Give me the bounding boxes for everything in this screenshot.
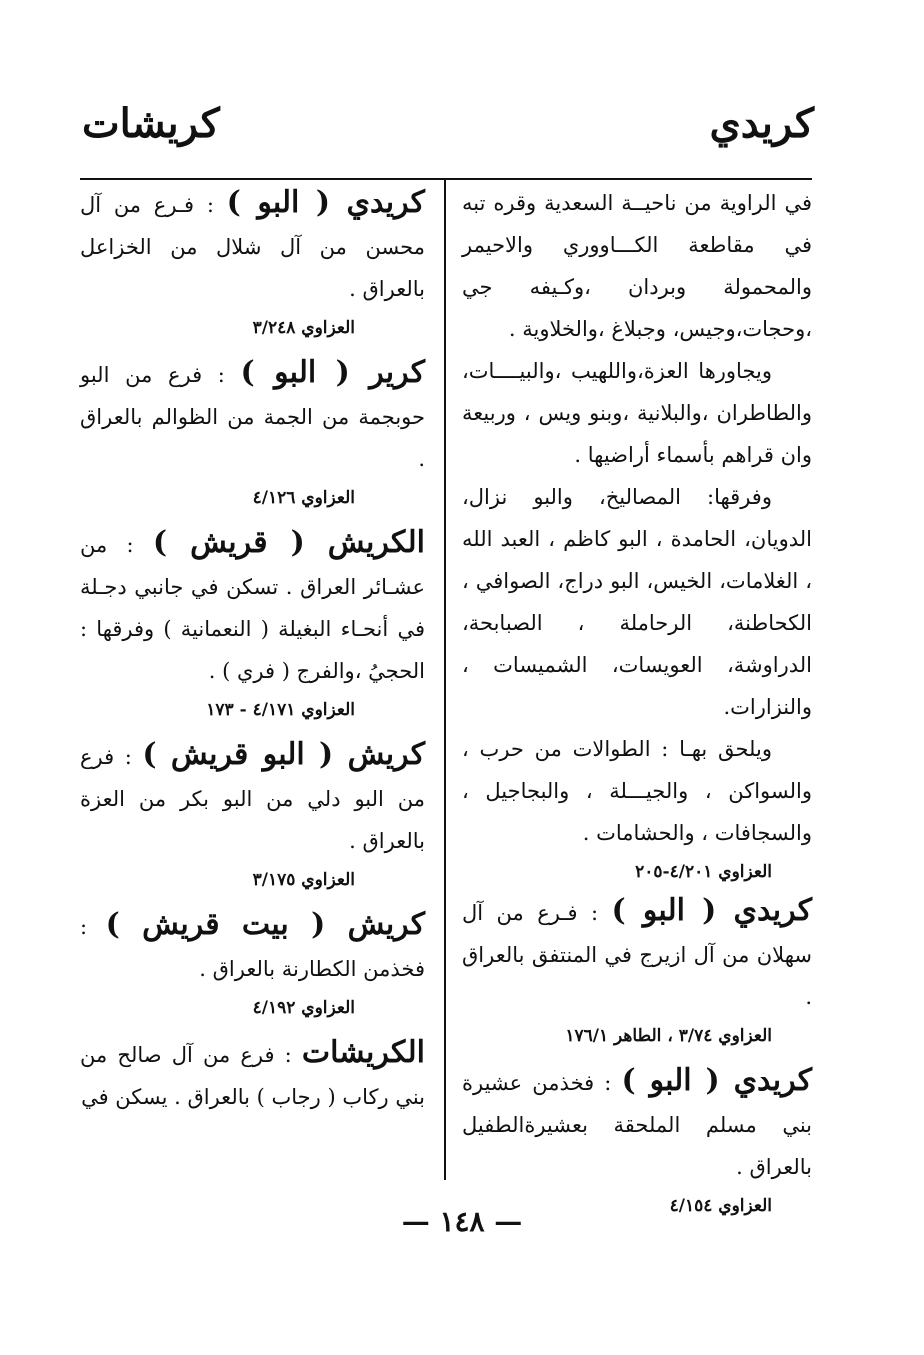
entry (80, 1032, 425, 1118)
entry-headword: كريدي ( البو ) (621, 1063, 812, 1098)
reference: العزاوي ٤/٢٠١-٢٠٥ (635, 862, 772, 882)
entry (80, 182, 425, 346)
entry (462, 890, 812, 1054)
running-head-right: كريدي (709, 100, 814, 147)
reference: العزاوي ٣/٢٤٨ (252, 318, 355, 338)
paragraph: ويجاورها العزة،واللهيب ،والبيــــات، والطاطران ،والبلانية ،وبنو ويس ، وربيعة وان قراهم بأسماء أراضيها . (462, 359, 812, 467)
header-rule (80, 178, 812, 180)
entry (80, 522, 425, 728)
entry (80, 352, 425, 516)
entry (80, 734, 425, 898)
entry-headword: كريش ( البو قريش ) (142, 737, 425, 772)
right-column (462, 182, 812, 1230)
reference: العزاوي ٤/١٢٦ (252, 488, 355, 508)
left-column (80, 182, 425, 1124)
column-divider (444, 180, 446, 1180)
entry-text: : فرع من البو حوبجمة من الجمة من الظوالم بالعراق . (80, 363, 425, 471)
reference: العزاوي ٤/١٥٤ (669, 1196, 772, 1216)
entry-text: : فـرع من آل سهلان من آل ازيرج في المنتفق بالعراق . (462, 901, 812, 1009)
paragraph: ويلحق بهـا : الطوالات من حرب ، والسواكن ، والجيـــلة ، والبجاجيل ، والسجافات ، والحشامات . (462, 737, 812, 845)
entry-headword: الكريشات (301, 1035, 425, 1070)
paragraph: وفرقها: المصاليخ، والبو نزال، الدويان، الحامدة ، البو كاظم ، العبد الله ، الغلامات، الخيس، البو دراج، الصوافي ، الكحاطنة، الرحاملة ، الصبابحة، الدراوشة، العويسات، الشميسات ، والنزارات. (462, 485, 812, 719)
reference: العزاوي ٣/١٧٥ (252, 870, 355, 890)
entry (462, 1060, 812, 1224)
entry-text: : فخذمن عشيرة بني مسلم الملحقة بعشيرةالطفيل بالعراق . (462, 1071, 812, 1179)
paragraph: في الراوية من ناحيــة السعدية وقره تبه في مقاطعة الكـــاووري والاحيمر والمحمولة وبردان ،وكـيفه جي ،وحجات،وجيس، وجبلاغ ،والخلاوية . (462, 191, 812, 341)
entry-text: : فخذمن الكطارنة بالعراق . (80, 915, 425, 981)
running-head-left: كريشات (82, 100, 220, 147)
entry-headword: كريدي ( البو ) (611, 893, 812, 928)
reference: العزاوي ٤/١٩٢ (252, 998, 355, 1018)
entry-text: : فرع من آل صالح من بني ركاب ( رجاب ) بالعراق . يسكن في (80, 1043, 425, 1109)
reference: العزاوي ٤/١٧١ - ١٧٣ (206, 700, 355, 720)
entry-headword: كريش ( بيت قريش ) (105, 907, 425, 942)
reference: العزاوي ٣/٧٤ ، الطاهر ١٧٦/١ (565, 1026, 772, 1046)
entry-headword: كريدي ( البو ) (226, 185, 425, 220)
entry-headword: كرير ( البو ) (240, 355, 425, 390)
page-number: — ١٤٨ — (401, 1205, 523, 1238)
entry-text: : فـرع من آل محسن من آل شلال من الخزاعل بالعراق . (80, 193, 425, 301)
entry-text: : فرع من البو دلي من البو بكر من العزة بالعراق . (80, 745, 425, 853)
entry-text: : من عشـائر العراق . تسكن في جانبي دجـلة في أنحـاء البغيلة ( النعمانية ) وفرقها : الحجيُ ،والفرج ( فري ) . (80, 533, 425, 683)
entry (80, 904, 425, 1026)
entry-headword: الكريش ( قريش ) (152, 525, 425, 560)
